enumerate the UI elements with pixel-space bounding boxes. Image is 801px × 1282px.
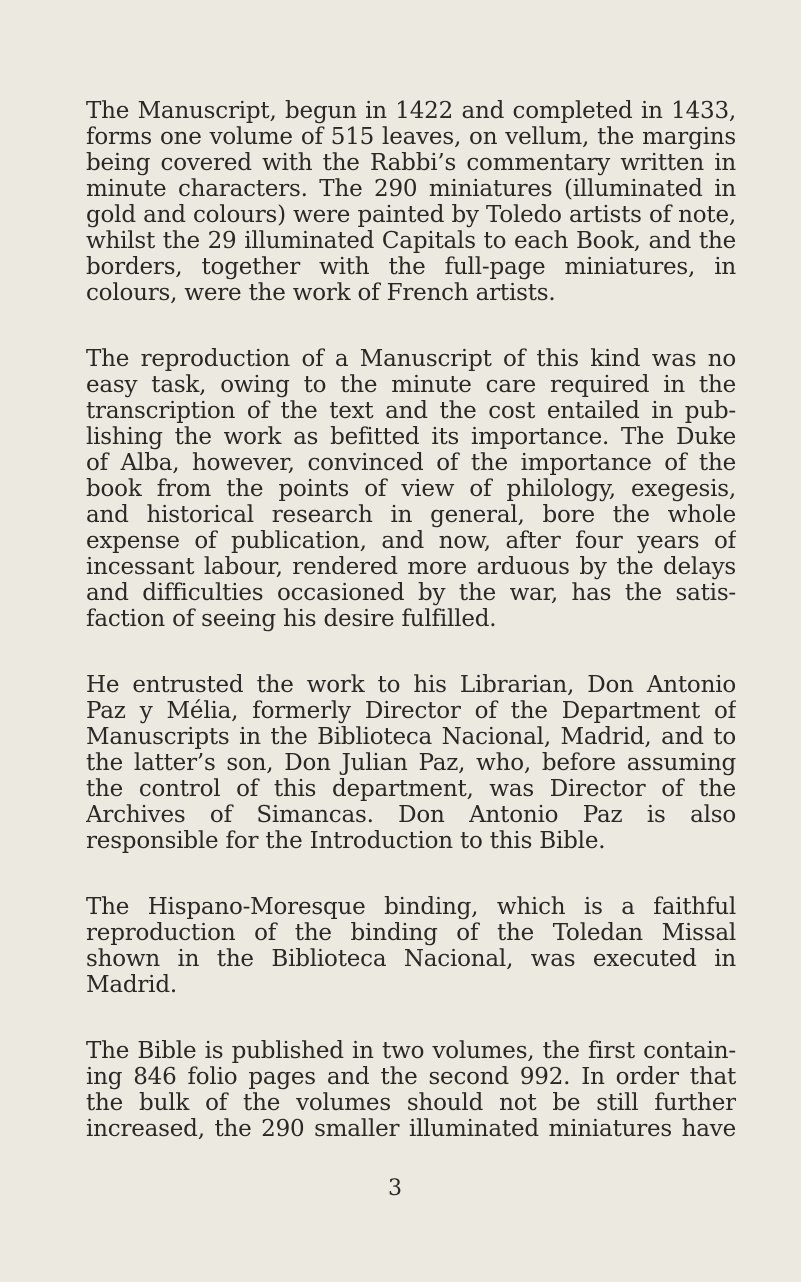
- paragraph-4: [86, 894, 736, 998]
- text-line: The reproduction of a Manuscript of this kind was no: [86, 346, 736, 372]
- text-line: colours, were the work of French artists.: [86, 280, 556, 306]
- text-line: minute characters. The 290 miniatures (illuminated in: [86, 176, 736, 202]
- paragraph-2: [86, 346, 736, 632]
- text-line: The Bible is published in two volumes, the first contain-: [86, 1038, 736, 1064]
- paragraph-1: [86, 98, 736, 306]
- text-line: the bulk of the volumes should not be still further: [86, 1090, 736, 1116]
- text-line: shown in the Biblioteca Nacional, was executed in: [86, 946, 736, 972]
- text-line: He entrusted the work to his Librarian, Don Antonio: [86, 672, 736, 698]
- text-line: The Manuscript, begun in 1422 and completed in 1433,: [86, 98, 736, 124]
- text-line: being covered with the Rabbi’s commentary written in: [86, 150, 736, 176]
- text-line: The Hispano-Moresque binding, which is a faithful: [86, 894, 736, 920]
- text-line: expense of publication, and now, after four years of: [86, 528, 736, 554]
- text-line: increased, the 290 smaller illuminated miniatures have: [86, 1116, 736, 1142]
- text-line: of Alba, however, convinced of the importance of the: [86, 450, 736, 476]
- text-line: faction of seeing his desire fulfilled.: [86, 606, 497, 632]
- text-line: the control of this department, was Director of the: [86, 776, 736, 802]
- text-line: transcription of the text and the cost entailed in pub-: [86, 398, 736, 424]
- text-line: lishing the work as befitted its importance. The Duke: [86, 424, 736, 450]
- text-line: book from the points of view of philology, exegesis,: [86, 476, 736, 502]
- text-line: the latter’s son, Don Julian Paz, who, before assuming: [86, 750, 736, 776]
- text-line: and historical research in general, bore the whole: [86, 502, 736, 528]
- text-line: forms one volume of 515 leaves, on vellum, the margins: [86, 124, 736, 150]
- text-line: Paz y Mélia, formerly Director of the Department of: [86, 698, 736, 724]
- paragraph-3: [86, 672, 736, 854]
- page-body: [86, 98, 736, 1182]
- text-line: reproduction of the binding of the Toledan Missal: [86, 920, 736, 946]
- paragraph-5: [86, 1038, 736, 1142]
- text-line: incessant labour, rendered more arduous by the delays: [86, 554, 736, 580]
- page-number: 3: [388, 1176, 402, 1201]
- text-line: whilst the 29 illuminated Capitals to each Book, and the: [86, 228, 736, 254]
- text-line: responsible for the Introduction to this Bible.: [86, 828, 606, 854]
- text-line: easy task, owing to the minute care required in the: [86, 372, 736, 398]
- text-line: Madrid.: [86, 972, 177, 998]
- text-line: and difficulties occasioned by the war, has the satis-: [86, 580, 736, 606]
- text-line: borders, together with the full-page miniatures, in: [86, 254, 736, 280]
- text-line: Manuscripts in the Biblioteca Nacional, Madrid, and to: [86, 724, 736, 750]
- text-line: Archives of Simancas. Don Antonio Paz is also: [86, 802, 736, 828]
- text-line: gold and colours) were painted by Toledo artists of note,: [86, 202, 736, 228]
- text-line: ing 846 folio pages and the second 992. In order that: [86, 1064, 736, 1090]
